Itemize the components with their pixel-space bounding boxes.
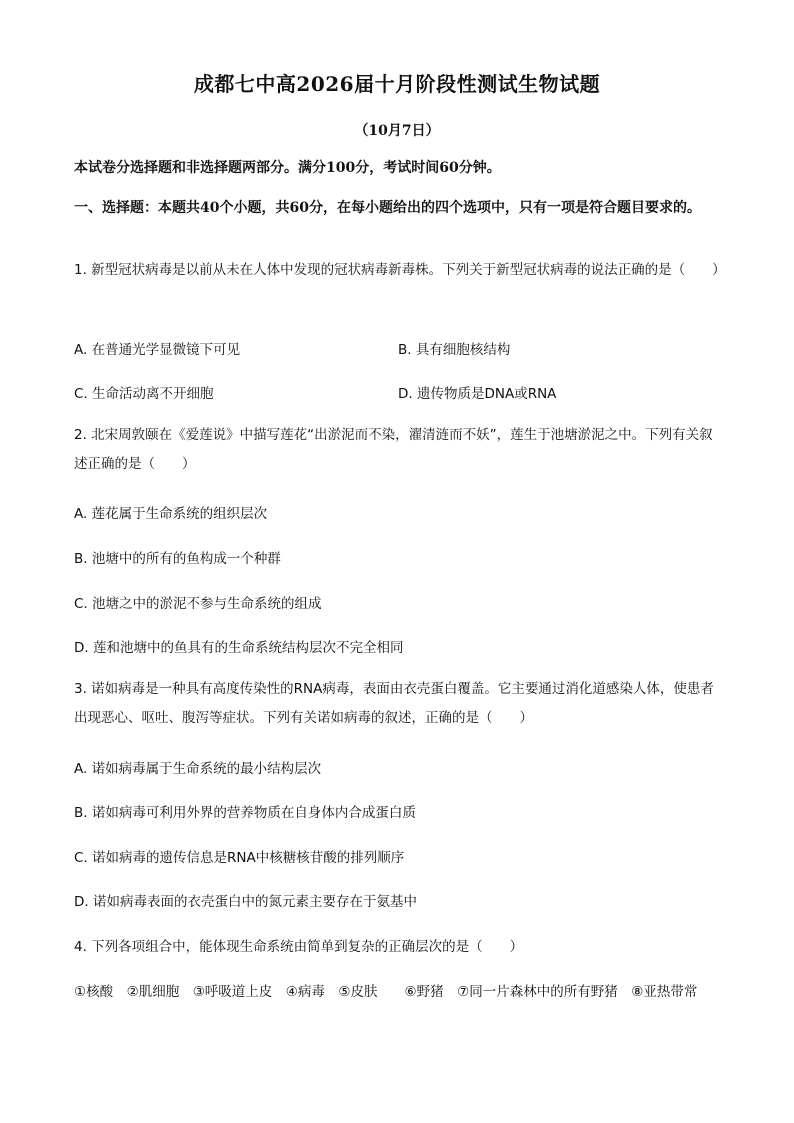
section-heading: 一、选择题：本题共40个小题，共60分，在每小题给出的四个选项中，只有一项是符合题目要求的。	[74, 200, 701, 216]
question-3-option-b: B. 诺如病毒可利用外界的营养物质在自身体内合成蛋白质	[74, 805, 416, 821]
question-4-items: ①核酸 ②肌细胞 ③呼吸道上皮 ④病毒 ⑤皮肤 ⑥野猪 ⑦同一片森林中的所有野猪 ⑧亚热带常	[74, 984, 698, 1000]
question-2-stem: 2. 北宋周敦颐在《爱莲说》中描写莲花“出淤泥而不染，濯清涟而不妖”，莲生于池塘淤泥之中。下列有关叙述正确的是（ ）	[74, 427, 713, 472]
question-1-stem: 1. 新型冠状病毒是以前从未在人体中发现的冠状病毒新毒株。下列关于新型冠状病毒的说法正确的是（ ）	[74, 262, 726, 278]
question-2-option-a: A. 莲花属于生命系统的组织层次	[74, 506, 268, 522]
question-2-option-d: D. 莲和池塘中的鱼具有的生命系统结构层次不完全相同	[74, 640, 404, 656]
question-2-option-c: C. 池塘之中的淤泥不参与生命系统的组成	[74, 596, 322, 612]
question-1-option-a: A. 在普通光学显微镜下可见	[74, 342, 241, 358]
question-1-option-b: B. 具有细胞核结构	[398, 342, 511, 358]
question-1-option-d: D. 遗传物质是DNA或RNA	[398, 386, 557, 402]
question-3-option-c: C. 诺如病毒的遗传信息是RNA中核糖核苷酸的排列顺序	[74, 850, 405, 866]
question-3-option-a: A. 诺如病毒属于生命系统的最小结构层次	[74, 761, 322, 777]
exam-intro: 本试卷分选择题和非选择题两部分。满分100分，考试时间60分钟。	[74, 160, 501, 176]
question-4-stem: 4. 下列各项组合中，能体现生命系统由简单到复杂的正确层次的是（ ）	[74, 939, 524, 955]
question-3-stem: 3. 诺如病毒是一种具有高度传染性的RNA病毒，表面由衣壳蛋白覆盖。它主要通过消化道感染人体，使患者出现恶心、呕吐、腹泻等症状。下列有关诺如病毒的叙述，正确的是（ ）	[74, 681, 714, 726]
question-2-option-b: B. 池塘中的所有的鱼构成一个种群	[74, 551, 281, 567]
question-1-option-c: C. 生命活动离不开细胞	[74, 386, 214, 402]
exam-title: 成都七中高2026届十月阶段性测试生物试题	[193, 72, 601, 96]
question-3-option-d: D. 诺如病毒表面的衣壳蛋白中的氮元素主要存在于氨基中	[74, 894, 417, 910]
exam-date: （10月7日）	[354, 123, 440, 139]
